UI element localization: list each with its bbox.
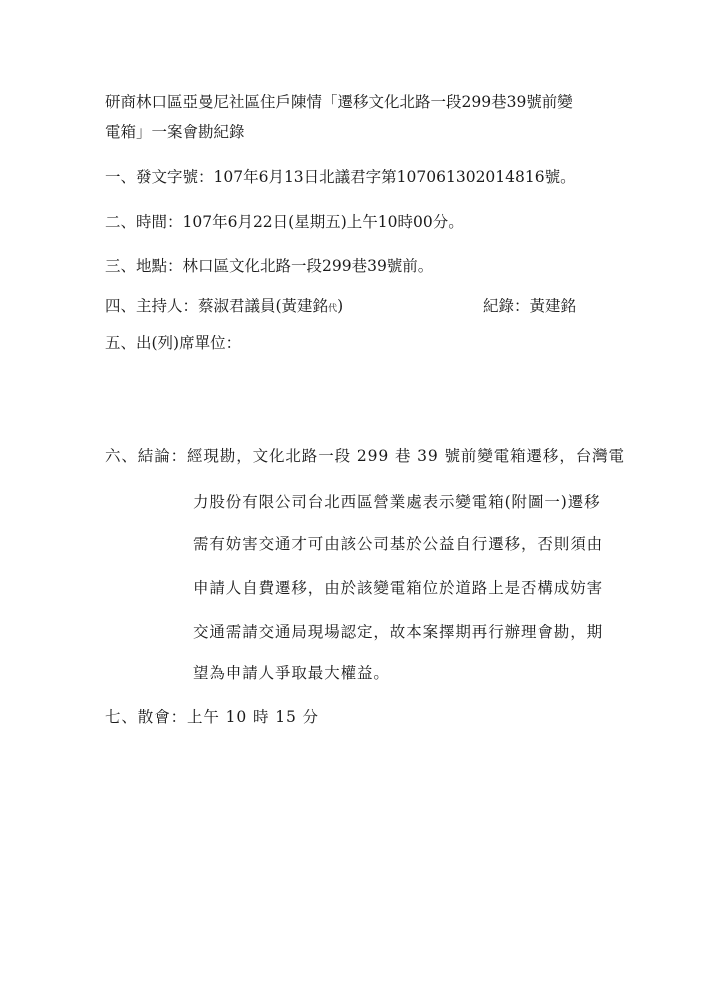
item-adjourn: 七、散會：上午 10 時 15 分 xyxy=(105,708,319,726)
document-title-line-1: 研商林口區亞曼尼社區住戶陳情「遷移文化北路一段299巷39號前變 xyxy=(105,93,573,111)
host-prefix: 四、主持人：蔡淑君議員(黃建銘 xyxy=(105,297,329,315)
conclusion-line-4: 申請人自費遷移，由於該變電箱位於道路上是否構成妨害 xyxy=(193,579,604,597)
item-doc-number: 一、發文字號：107年6月13日北議君字第107061302014816號。 xyxy=(105,168,576,186)
host-suffix: ) xyxy=(337,297,344,315)
item-recorder: 紀錄：黃建銘 xyxy=(483,297,577,315)
item-host xyxy=(105,296,343,319)
item-location: 三、地點：林口區文化北路一段299巷39號前。 xyxy=(105,257,434,275)
document-title-line-2: 電箱」一案會勘紀錄 xyxy=(105,123,245,141)
item-attendees: 五、出(列)席單位： xyxy=(105,334,242,352)
conclusion-line-2: 力股份有限公司台北西區營業處表示變電箱(附圖一)遷移 xyxy=(193,493,601,511)
host-proxy-mark: 代 xyxy=(328,304,338,314)
conclusion-line-3: 需有妨害交通才可由該公司基於公益自行遷移，否則須由 xyxy=(193,535,604,553)
item-time: 二、時間：107年6月22日(星期五)上午10時00分。 xyxy=(105,213,464,231)
conclusion-line-1: 六、結論：經現勘，文化北路一段 299 巷 39 號前變電箱遷移，台灣電 xyxy=(105,447,625,465)
conclusion-line-6: 望為申請人爭取最大權益。 xyxy=(193,664,390,682)
conclusion-line-5: 交通需請交通局現場認定，故本案擇期再行辦理會勘，期 xyxy=(193,623,604,641)
